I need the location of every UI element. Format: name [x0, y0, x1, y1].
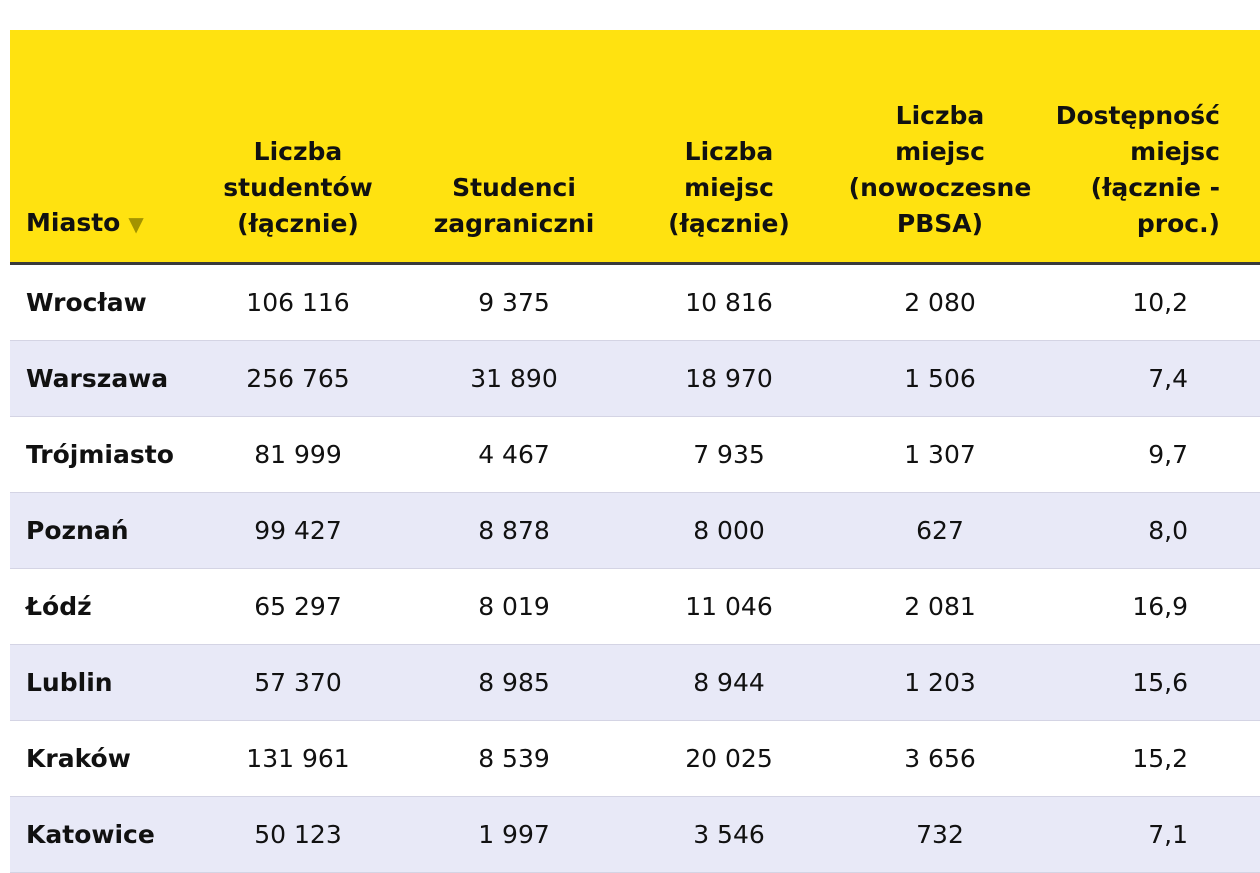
- header-foreign-students[interactable]: Studenci zagraniczni: [401, 30, 627, 264]
- cell-availability: 15,6: [1049, 645, 1260, 721]
- cell-availability: 16,9: [1049, 569, 1260, 645]
- cell-city: Poznań: [10, 493, 195, 569]
- cell-city: Łódź: [10, 569, 195, 645]
- cell-foreign: 8 985: [401, 645, 627, 721]
- cell-foreign: 8 539: [401, 721, 627, 797]
- cell-pbsa: 1 203: [831, 645, 1049, 721]
- header-places[interactable]: Liczba miejsc (łącznie): [627, 30, 831, 264]
- cell-city: Lublin: [10, 645, 195, 721]
- cell-students: 99 427: [195, 493, 401, 569]
- cell-city: Trójmiasto: [10, 417, 195, 493]
- cell-places: 7 935: [627, 417, 831, 493]
- cell-students: 50 123: [195, 797, 401, 873]
- table-header-row: [10, 30, 1260, 264]
- table-row: [10, 341, 1260, 417]
- cell-foreign: 31 890: [401, 341, 627, 417]
- table-row: [10, 569, 1260, 645]
- cell-places: 8 944: [627, 645, 831, 721]
- student-housing-table: [10, 30, 1260, 873]
- table-row: [10, 264, 1260, 341]
- cell-pbsa: 1 506: [831, 341, 1049, 417]
- cell-places: 18 970: [627, 341, 831, 417]
- cell-places: 10 816: [627, 264, 831, 341]
- cell-availability: 7,1: [1049, 797, 1260, 873]
- cell-availability: 8,0: [1049, 493, 1260, 569]
- header-availability[interactable]: Dostępność miejsc (łącznie - proc.): [1049, 30, 1260, 264]
- cell-pbsa: 1 307: [831, 417, 1049, 493]
- cell-foreign: 8 019: [401, 569, 627, 645]
- cell-city: Warszawa: [10, 341, 195, 417]
- cell-city: Katowice: [10, 797, 195, 873]
- cell-availability: 9,7: [1049, 417, 1260, 493]
- cell-places: 11 046: [627, 569, 831, 645]
- cell-pbsa: 732: [831, 797, 1049, 873]
- header-pbsa-places[interactable]: Liczba miejsc (nowoczesne PBSA): [831, 30, 1049, 264]
- cell-pbsa: 2 081: [831, 569, 1049, 645]
- cell-city: Wrocław: [10, 264, 195, 341]
- cell-students: 81 999: [195, 417, 401, 493]
- cell-availability: 15,2: [1049, 721, 1260, 797]
- cell-pbsa: 3 656: [831, 721, 1049, 797]
- cell-students: 65 297: [195, 569, 401, 645]
- table-viewport: [10, 30, 1220, 862]
- cell-foreign: 9 375: [401, 264, 627, 341]
- cell-places: 8 000: [627, 493, 831, 569]
- table-row: [10, 797, 1260, 873]
- cell-pbsa: 627: [831, 493, 1049, 569]
- cell-students: 131 961: [195, 721, 401, 797]
- table-row: [10, 417, 1260, 493]
- cell-students: 106 116: [195, 264, 401, 341]
- table-row: [10, 493, 1260, 569]
- header-city-label: Miasto: [26, 208, 121, 237]
- cell-foreign: 1 997: [401, 797, 627, 873]
- header-city[interactable]: [10, 30, 195, 264]
- cell-students: 57 370: [195, 645, 401, 721]
- cell-availability: 7,4: [1049, 341, 1260, 417]
- cell-places: 20 025: [627, 721, 831, 797]
- cell-city: Kraków: [10, 721, 195, 797]
- cell-places: 3 546: [627, 797, 831, 873]
- sort-down-icon[interactable]: ▼: [128, 212, 144, 236]
- cell-pbsa: 2 080: [831, 264, 1049, 341]
- header-students[interactable]: Liczba studentów (łącznie): [195, 30, 401, 264]
- table-row: [10, 645, 1260, 721]
- cell-foreign: 8 878: [401, 493, 627, 569]
- table-row: [10, 721, 1260, 797]
- cell-availability: 10,2: [1049, 264, 1260, 341]
- cell-students: 256 765: [195, 341, 401, 417]
- cell-foreign: 4 467: [401, 417, 627, 493]
